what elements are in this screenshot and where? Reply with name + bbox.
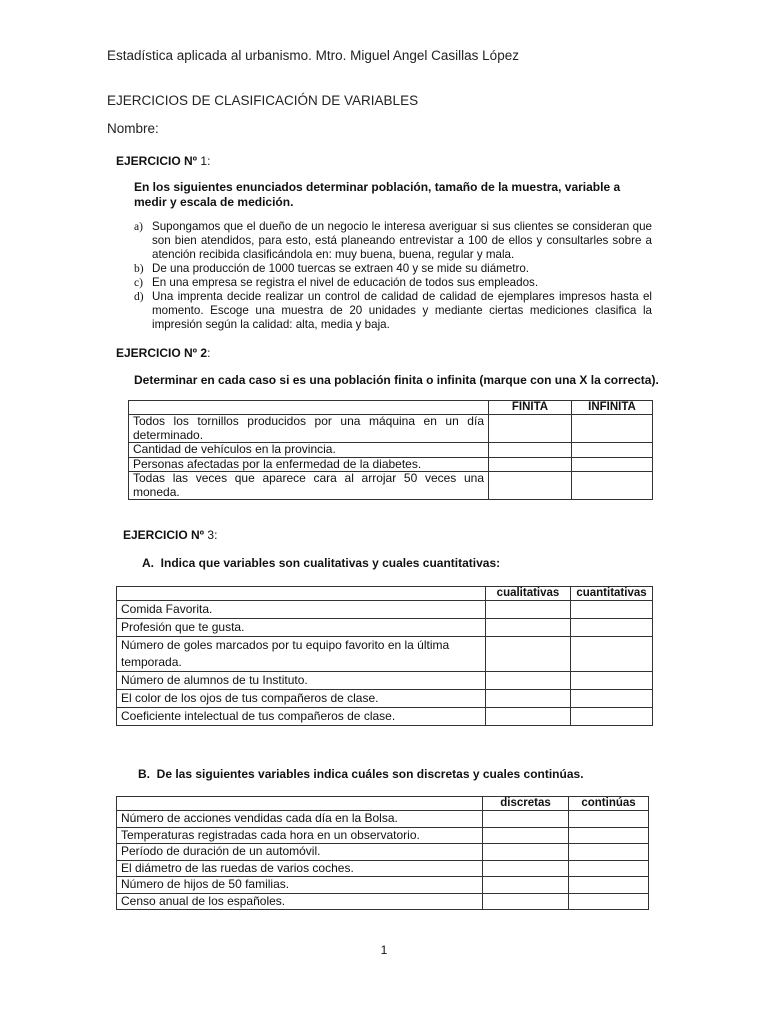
answer-cell-infinita[interactable] <box>572 415 653 443</box>
exercise-3-heading <box>123 528 217 542</box>
table-row <box>117 672 653 690</box>
finite-infinite-table <box>128 400 653 500</box>
list-item-text: Supongamos que el dueño de un negocio le interesa averiguar si sus clientes se consideran que son bien atendidos, para esto, está planeando entrevistar a 100 de ellos y consultarles sobre a atención recibida clasificándola en: muy buena, buena, regular y mala. <box>152 220 652 261</box>
exercise-1-heading-number: 1: <box>197 154 211 168</box>
list-item-text: De una producción de 1000 tuercas se extraen 40 y se mide su diámetro. <box>152 262 530 275</box>
row-label: Número de goles marcados por tu equipo favorito en la última temporada. <box>117 637 486 672</box>
table-row <box>117 877 649 894</box>
answer-cell-continuas[interactable] <box>569 827 649 844</box>
table-header-row <box>117 797 649 811</box>
list-marker: d) <box>134 291 144 303</box>
answer-cell-continuas[interactable] <box>569 844 649 861</box>
column-header-cualitativas: cualitativas <box>486 587 571 601</box>
answer-cell-discretas[interactable] <box>483 860 569 877</box>
answer-cell-finita[interactable] <box>489 415 572 443</box>
row-label: Cantidad de vehículos en la provincia. <box>129 443 489 458</box>
exercise-2-heading-bold: EJERCICIO Nº 2 <box>116 346 208 360</box>
exercise-2-heading <box>116 346 210 360</box>
name-label: Nombre: <box>107 121 159 136</box>
row-label: Todas las veces que aparece cara al arrojar 50 veces una moneda. <box>129 472 489 500</box>
table-row <box>117 601 653 619</box>
table-row <box>117 827 649 844</box>
list-item <box>134 290 652 332</box>
column-header-discretas: discretas <box>483 797 569 811</box>
page-number: 1 <box>380 943 388 957</box>
list-item-text: En una empresa se registra el nivel de educación de todos sus empleados. <box>152 276 539 289</box>
exercise-3b-heading <box>138 767 584 781</box>
answer-cell-cuantitativas[interactable] <box>571 619 653 637</box>
exercise-3-heading-bold: EJERCICIO Nº <box>123 528 205 542</box>
answer-cell-cuantitativas[interactable] <box>571 672 653 690</box>
table-row <box>117 690 653 708</box>
table-header-blank <box>129 401 489 415</box>
answer-cell-cualitativas[interactable] <box>486 601 571 619</box>
answer-cell-discretas[interactable] <box>483 877 569 894</box>
list-item <box>134 220 652 262</box>
answer-cell-cualitativas[interactable] <box>486 708 571 726</box>
table-row <box>129 457 653 472</box>
answer-cell-discretas[interactable] <box>483 893 569 910</box>
list-item <box>134 276 652 290</box>
table-header-blank <box>117 587 486 601</box>
answer-cell-discretas[interactable] <box>483 827 569 844</box>
table-row <box>129 443 653 458</box>
answer-cell-discretas[interactable] <box>483 811 569 828</box>
column-header-finita: FINITA <box>489 401 572 415</box>
table-row <box>117 619 653 637</box>
table-row <box>117 893 649 910</box>
row-label: Número de acciones vendidas cada día en la Bolsa. <box>117 811 483 828</box>
answer-cell-finita[interactable] <box>489 472 572 500</box>
table-row <box>129 415 653 443</box>
qualitative-quantitative-table <box>116 586 653 726</box>
row-label: Período de duración de un automóvil. <box>117 844 483 861</box>
answer-cell-infinita[interactable] <box>572 472 653 500</box>
table-header-blank <box>117 797 483 811</box>
list-marker: b) <box>134 263 144 275</box>
row-label: Coeficiente intelectual de tus compañeros de clase. <box>117 708 486 726</box>
table-row <box>117 860 649 877</box>
row-label: El diámetro de las ruedas de varios coches. <box>117 860 483 877</box>
answer-cell-cualitativas[interactable] <box>486 672 571 690</box>
table-row <box>117 811 649 828</box>
answer-cell-infinita[interactable] <box>572 457 653 472</box>
exercise-1-heading-bold: EJERCICIO Nº <box>116 154 198 168</box>
answer-cell-discretas[interactable] <box>483 844 569 861</box>
exercise-3a-heading <box>142 556 500 570</box>
list-marker: c) <box>134 277 143 289</box>
exercise-2-instructions: Determinar en cada caso si es una población finita o infinita (marque con una X la correcta). <box>134 373 659 387</box>
answer-cell-continuas[interactable] <box>569 860 649 877</box>
part-a-label: A. <box>142 556 154 570</box>
discrete-continuous-table <box>116 796 649 910</box>
list-marker: a) <box>134 221 143 233</box>
answer-cell-cuantitativas[interactable] <box>571 690 653 708</box>
row-label: Censo anual de los españoles. <box>117 893 483 910</box>
answer-cell-continuas[interactable] <box>569 811 649 828</box>
row-label: Todos los tornillos producidos por una máquina en un día determinado. <box>129 415 489 443</box>
answer-cell-infinita[interactable] <box>572 443 653 458</box>
row-label: Comida Favorita. <box>117 601 486 619</box>
column-header-infinita: INFINITA <box>572 401 653 415</box>
answer-cell-cualitativas[interactable] <box>486 690 571 708</box>
table-header-row <box>117 587 653 601</box>
row-label: Número de hijos de 50 familias. <box>117 877 483 894</box>
table-header-row <box>129 401 653 415</box>
exercise-1-list <box>134 220 652 332</box>
part-a-instructions: Indica que variables son cualitativas y cuales cuantitativas: <box>160 556 501 570</box>
answer-cell-finita[interactable] <box>489 443 572 458</box>
answer-cell-cuantitativas[interactable] <box>571 708 653 726</box>
exercise-1-instructions: En los siguientes enunciados determinar población, tamaño de la muestra, variable a medir y escala de medición. <box>134 180 621 209</box>
list-item-text: Una imprenta decide realizar un control de calidad de calidad de ejemplares impresos hasta el momento. Escoge una muestra de 20 unidades y mediante ciertas mediciones clasifica la impresión según la calidad: alta, media y baja. <box>152 290 652 331</box>
document-title: EJERCICIOS DE CLASIFICACIÓN DE VARIABLES <box>107 93 419 108</box>
part-b-instructions: De las siguientes variables indica cuáles son discretas y cuales continúas. <box>156 767 584 781</box>
answer-cell-cuantitativas[interactable] <box>571 637 653 672</box>
answer-cell-cualitativas[interactable] <box>486 637 571 672</box>
answer-cell-finita[interactable] <box>489 457 572 472</box>
column-header-cuantitativas: cuantitativas <box>571 587 653 601</box>
part-b-label: B. <box>138 767 150 781</box>
table-row <box>117 708 653 726</box>
row-label: El color de los ojos de tus compañeros de clase. <box>117 690 486 708</box>
answer-cell-continuas[interactable] <box>569 893 649 910</box>
row-label: Profesión que te gusta. <box>117 619 486 637</box>
answer-cell-continuas[interactable] <box>569 877 649 894</box>
table-row <box>117 844 649 861</box>
answer-cell-cualitativas[interactable] <box>486 619 571 637</box>
row-label: Temperaturas registradas cada hora en un observatorio. <box>117 827 483 844</box>
exercise-1-heading <box>116 154 210 168</box>
exercise-2-heading-colon: : <box>207 346 211 360</box>
row-label: Número de alumnos de tu Instituto. <box>117 672 486 690</box>
row-label: Personas afectadas por la enfermedad de la diabetes. <box>129 457 489 472</box>
table-row <box>117 637 653 672</box>
table-row <box>129 472 653 500</box>
exercise-3-heading-number: 3: <box>204 528 218 542</box>
course-header: Estadística aplicada al urbanismo. Mtro. Miguel Angel Casillas López <box>107 48 519 63</box>
column-header-continuas: continúas <box>569 797 649 811</box>
list-item <box>134 262 652 276</box>
answer-cell-cuantitativas[interactable] <box>571 601 653 619</box>
